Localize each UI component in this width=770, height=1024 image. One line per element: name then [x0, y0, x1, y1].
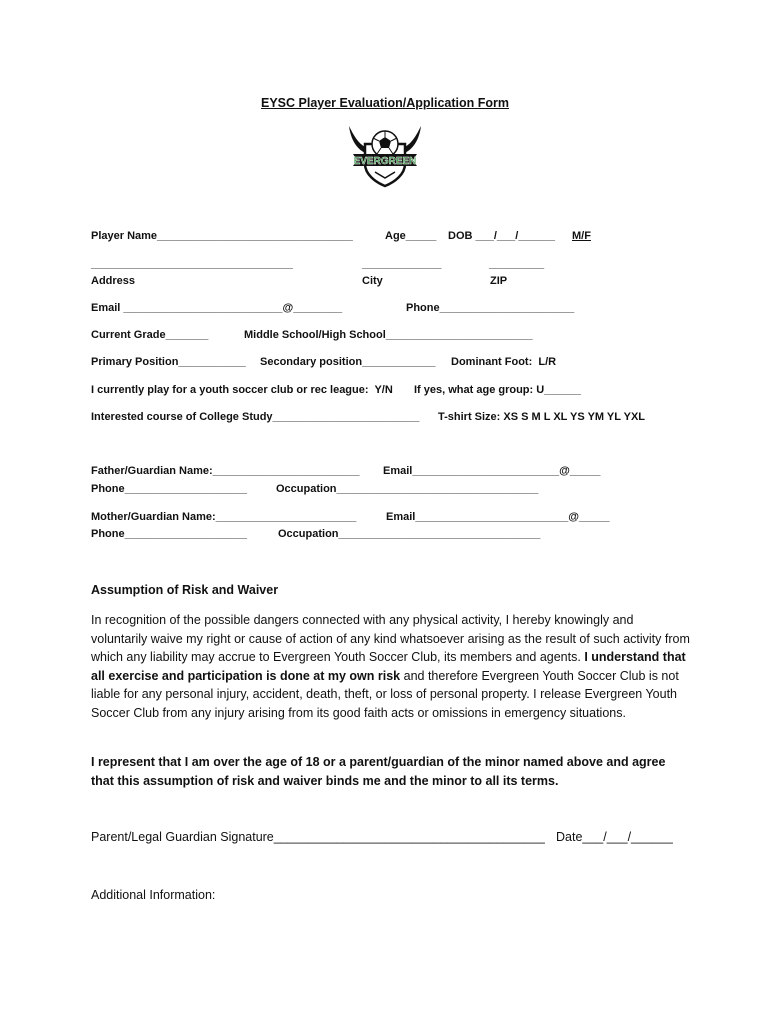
additional-information-label: Additional Information:: [91, 888, 216, 902]
father-occupation-field[interactable]: Occupation_________________________________: [276, 483, 539, 495]
waiver-paragraph: [91, 611, 691, 723]
waiver-agreement: I represent that I am over the age of 18 or a parent/guardian of the minor named above and agree that this assumption of risk and waiver binds me and the minor to all its terms.: [91, 755, 666, 788]
phone-field[interactable]: Phone______________________: [406, 302, 575, 314]
city-line[interactable]: _____________: [362, 258, 442, 270]
father-name-field[interactable]: Father/Guardian Name:________________________: [91, 465, 360, 477]
mother-phone-field[interactable]: Phone____________________: [91, 528, 247, 540]
college-study-field[interactable]: Interested course of College Study________________________: [91, 411, 420, 423]
age-field[interactable]: Age_____: [385, 230, 437, 242]
address-label: Address: [91, 275, 136, 287]
father-phone-field[interactable]: Phone____________________: [91, 483, 247, 495]
primary-position-field[interactable]: Primary Position___________: [91, 356, 246, 368]
current-grade-field[interactable]: Current Grade_______: [91, 329, 209, 341]
waiver-text-bold: I understand that all exercise and participation is done at my own risk: [91, 650, 686, 683]
signature-field[interactable]: Parent/Legal Guardian Signature_______________________________________: [91, 830, 545, 844]
club-question[interactable]: I currently play for a youth soccer club or rec league: Y/N: [91, 384, 393, 396]
zip-line[interactable]: _________: [489, 258, 545, 270]
mother-occupation-field[interactable]: Occupation_________________________________: [278, 528, 541, 540]
mother-name-field[interactable]: Mother/Guardian Name:_______________________: [91, 511, 357, 523]
waiver-text-a: In recognition of the possible dangers connected with any physical activity, I hereby knowingly and voluntarily waive my right or cause of action of any kind whatsoever arising as the result of such activity from which any liability may accrue to Evergreen Youth Soccer Club, its members and agents.: [91, 613, 690, 665]
email-field[interactable]: Email __________________________@________: [91, 302, 343, 314]
form-title: EYSC Player Evaluation/Application Form: [261, 96, 509, 110]
signature-date-field[interactable]: Date___/___/______: [556, 830, 673, 844]
dominant-foot-field[interactable]: Dominant Foot: L/R: [451, 356, 557, 368]
player-name-field[interactable]: Player Name________________________________: [91, 230, 353, 242]
waiver-text-b: and therefore Evergreen Youth Soccer Club is not liable for any personal injury, accident, death, theft, or loss of personal property. I release Evergreen Youth Soccer Club from any injury arising from its good faith acts or omissions in emergency situations.: [91, 668, 679, 720]
evergreen-logo: [345, 124, 425, 188]
age-group-field[interactable]: If yes, what age group: U______: [414, 384, 581, 396]
dob-field[interactable]: DOB ___/___/______: [448, 230, 556, 242]
zip-label: ZIP: [490, 275, 508, 287]
tshirt-size-field[interactable]: T-shirt Size: XS S M L XL YS YM YL YXL: [438, 411, 646, 423]
gender-field[interactable]: M/F: [572, 230, 591, 242]
city-label: City: [362, 275, 383, 287]
secondary-position-field[interactable]: Secondary position____________: [260, 356, 436, 368]
waiver-heading: Assumption of Risk and Waiver: [91, 583, 279, 597]
logo-text: EVERGREEN: [353, 156, 417, 167]
father-email-field[interactable]: Email________________________@_____: [383, 465, 601, 477]
school-field[interactable]: Middle School/High School________________________: [244, 329, 533, 341]
mother-email-field[interactable]: Email_________________________@_____: [386, 511, 610, 523]
address-line[interactable]: _________________________________: [91, 258, 293, 270]
